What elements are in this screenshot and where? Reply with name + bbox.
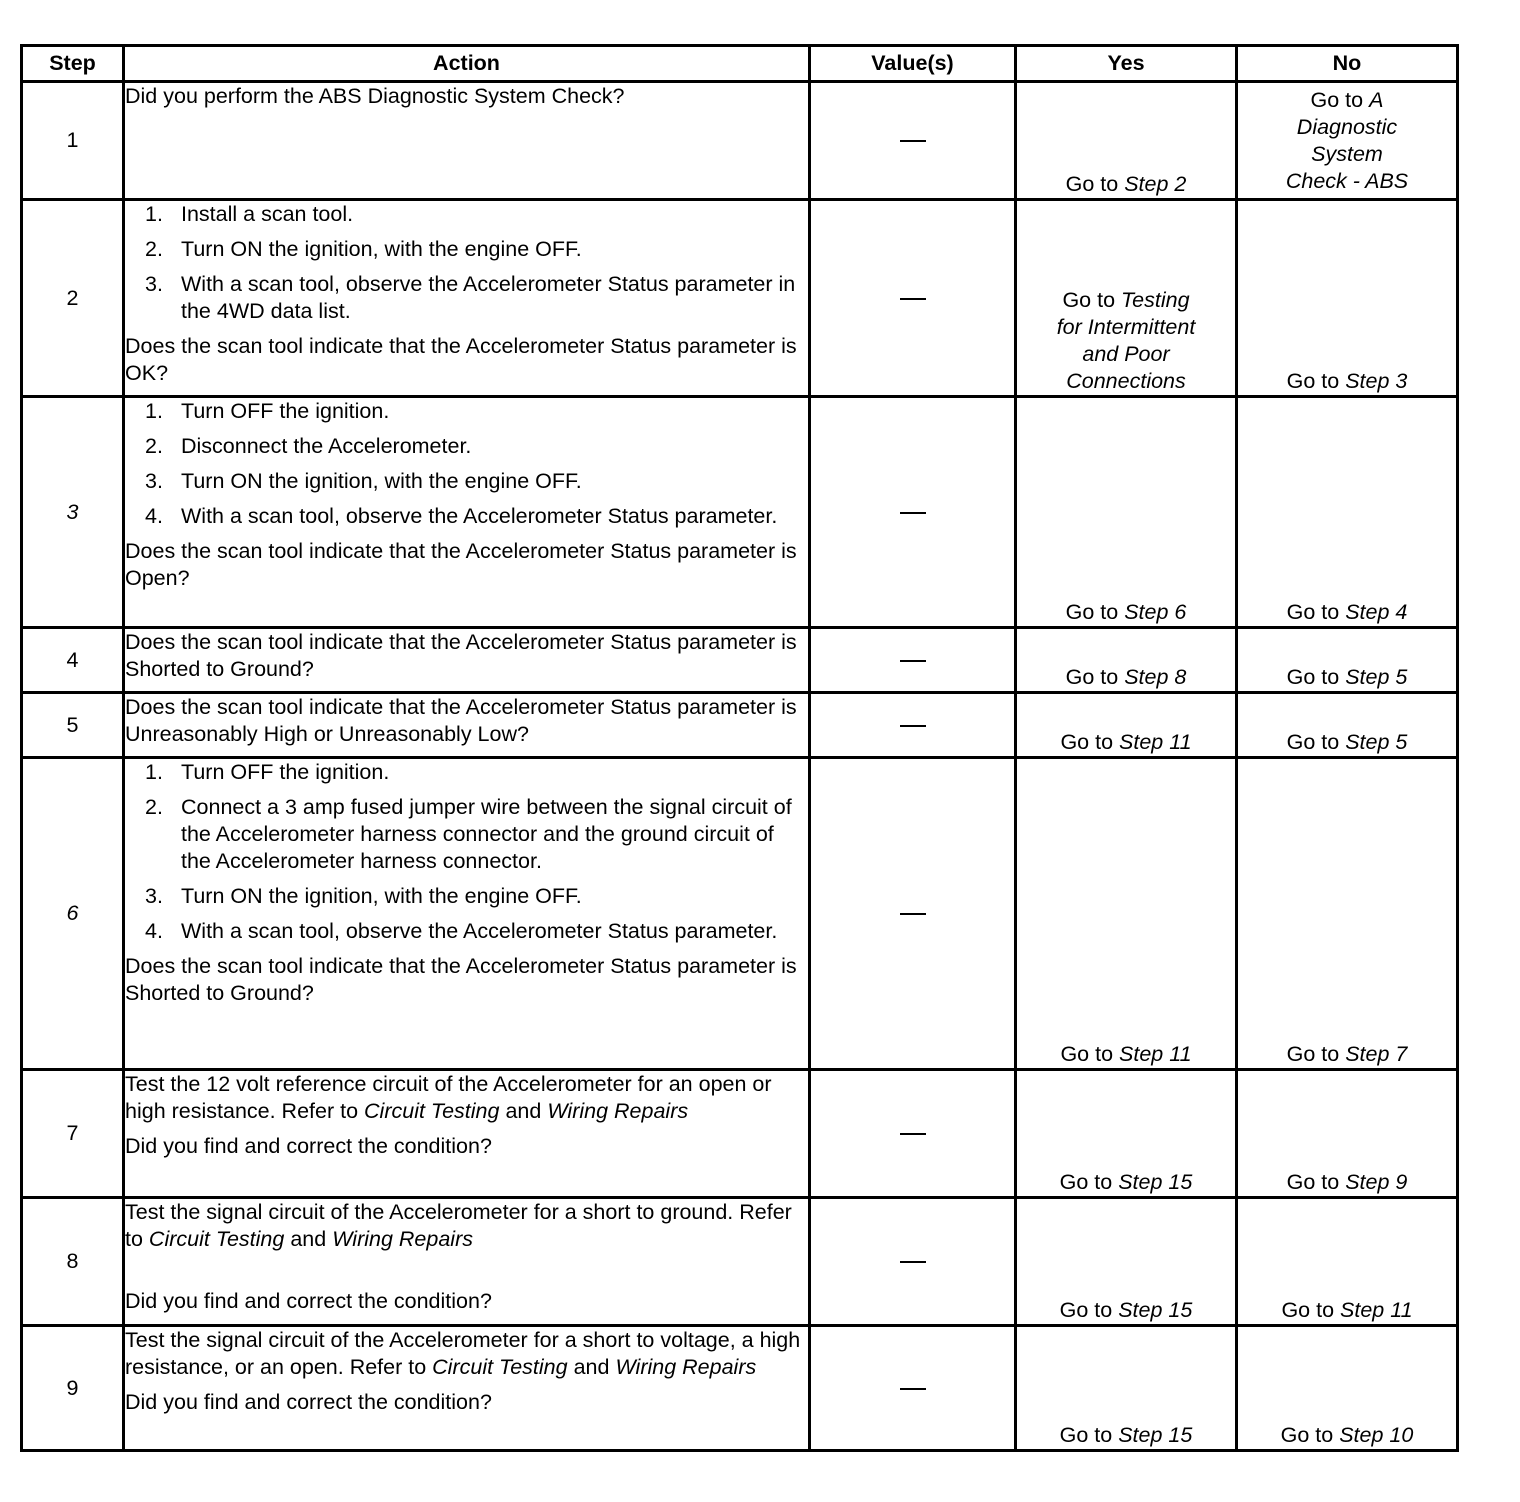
action-question: Does the scan tool indicate that the Accelerometer Status parameter is OK? [125,334,797,385]
value-dash [900,660,926,662]
action-question: Did you find and correct the condition? [125,1134,492,1158]
table-row [22,397,1458,628]
value-dash [900,512,926,514]
value-dash [900,1133,926,1135]
value-cell [810,82,1016,200]
value-dash [900,725,926,727]
list-item: 4. With a scan tool, observe the Accelerometer Status parameter. [145,504,778,528]
table-row [22,1198,1458,1326]
step-number: 6 [22,758,124,1070]
action-question: Does the scan tool indicate that the Accelerometer Status parameter is Shorted to Ground? [125,630,797,681]
yes-cell: Go to Step 6 [1016,397,1237,628]
action-text: Test the signal circuit of the Accelerometer for a short to ground. Refer to Circuit Testing and Wiring Repairs [125,1200,792,1251]
step-number: 7 [22,1070,124,1198]
action-text: Test the signal circuit of the Accelerometer for a short to voltage, a high resistance, or an open. Refer to Circuit Testing and Wiring Repairs [125,1328,801,1379]
value-cell [810,1198,1016,1326]
action-text: Test the 12 volt reference circuit of the Accelerometer for an open or high resistance. Refer to Circuit Testing and Wiring Repairs [125,1072,772,1123]
header-no: No [1237,46,1458,82]
value-dash [900,140,926,142]
no-cell: Go to Step 5 [1237,693,1458,758]
list-item: 4. With a scan tool, observe the Accelerometer Status parameter. [145,919,778,943]
header-row [22,46,1458,82]
list-item: 3. Turn ON the ignition, with the engine OFF. [145,469,582,493]
header-action: Action [124,46,810,82]
table-row [22,758,1458,1070]
action-question: Does the scan tool indicate that the Accelerometer Status parameter is Shorted to Ground? [125,954,797,1005]
yes-cell: Go to Testing for Intermittent and Poor Connections [1016,200,1237,397]
action-question: Did you find and correct the condition? [125,1390,492,1414]
list-item: 3. Turn ON the ignition, with the engine OFF. [145,884,582,908]
table-row [22,693,1458,758]
no-cell: Go to Step 9 [1237,1070,1458,1198]
step-number: 5 [22,693,124,758]
no-cell: Go to A Diagnostic System Check - ABS [1237,82,1458,200]
value-cell [810,628,1016,693]
yes-cell: Go to Step 8 [1016,628,1237,693]
action-question: Does the scan tool indicate that the Accelerometer Status parameter is Unreasonably High or Unreasonably Low? [125,695,797,746]
no-cell: Go to Step 11 [1237,1198,1458,1326]
yes-cell: Go to Step 15 [1016,1326,1237,1451]
value-cell [810,1326,1016,1451]
list-item: 1. Turn OFF the ignition. [145,399,390,423]
no-cell: Go to Step 7 [1237,758,1458,1070]
step-number: 8 [22,1198,124,1326]
action-question: Did you perform the ABS Diagnostic System Check? [125,84,625,108]
yes-cell: Go to Step 15 [1016,1070,1237,1198]
list-item: 1. Turn OFF the ignition. [145,760,390,784]
action-cell [124,1198,810,1326]
no-cell: Go to Step 4 [1237,397,1458,628]
list-item: 2. Turn ON the ignition, with the engine OFF. [145,237,582,261]
action-cell [124,628,810,693]
value-dash [900,913,926,915]
yes-cell: Go to Step 2 [1016,82,1237,200]
yes-cell: Go to Step 11 [1016,758,1237,1070]
action-cell [124,1070,810,1198]
action-question: Did you find and correct the condition? [125,1289,492,1313]
action-cell [124,200,810,397]
action-question: Does the scan tool indicate that the Accelerometer Status parameter is Open? [125,539,797,590]
action-cell [124,693,810,758]
no-cell: Go to Step 5 [1237,628,1458,693]
no-cell: Go to Step 10 [1237,1326,1458,1451]
value-cell [810,758,1016,1070]
list-item: 1. Install a scan tool. [145,202,354,226]
action-cell [124,1326,810,1451]
value-cell [810,200,1016,397]
diagnostic-table [20,44,1459,1452]
step-number: 2 [22,200,124,397]
value-cell [810,397,1016,628]
header-yes: Yes [1016,46,1237,82]
table-row [22,628,1458,693]
list-item: 2. Connect a 3 amp fused jumper wire between the signal circuit of the Accelerometer harness connector and the ground circuit of the Accelerometer harness connector. [145,795,792,873]
yes-cell: Go to Step 11 [1016,693,1237,758]
action-cell [124,82,810,200]
value-dash [900,1261,926,1263]
value-dash [900,1388,926,1390]
step-number: 4 [22,628,124,693]
header-values: Value(s) [810,46,1016,82]
value-dash [900,298,926,300]
yes-cell: Go to Step 15 [1016,1198,1237,1326]
action-cell [124,758,810,1070]
header-step: Step [22,46,124,82]
table-row [22,1326,1458,1451]
value-cell [810,1070,1016,1198]
table-row [22,1070,1458,1198]
step-number: 9 [22,1326,124,1451]
step-number: 3 [22,397,124,628]
list-item: 3. With a scan tool, observe the Accelerometer Status parameter in the 4WD data list. [145,272,796,323]
no-cell: Go to Step 3 [1237,200,1458,397]
list-item: 2. Disconnect the Accelerometer. [145,434,472,458]
step-number: 1 [22,82,124,200]
value-cell [810,693,1016,758]
table-row [22,82,1458,200]
table-row [22,200,1458,397]
action-cell [124,397,810,628]
